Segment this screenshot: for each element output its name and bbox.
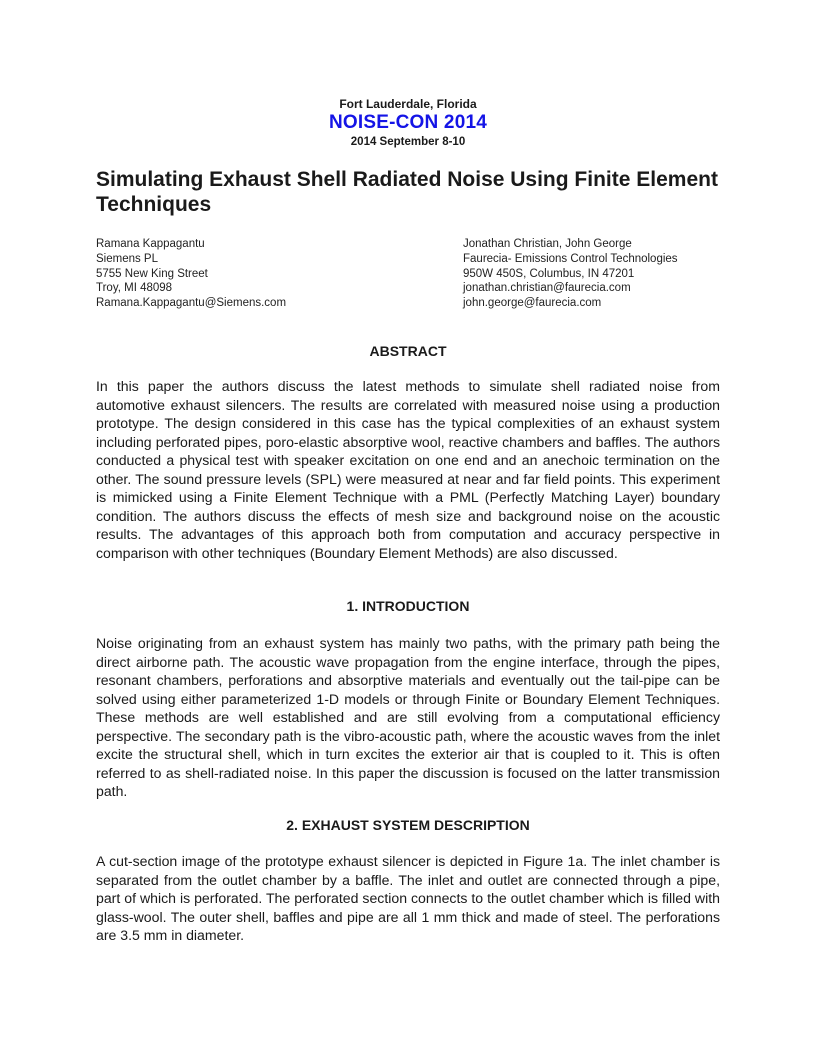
- paper-title: Simulating Exhaust Shell Radiated Noise Using Finite Element Techniques: [96, 168, 718, 216]
- author-organization: Siemens PL: [96, 252, 159, 265]
- system-description-text: A cut-section image of the prototype exhaust silencer is depicted in Figure 1a. The inlet chamber is separated from the outlet chamber by a baffle. The inlet and outlet are connected through a pipe, part of which is perforated. The perforated section connects to the outlet chamber which is filled with glass-wool. The outer shell, baffles and pipe are all 1 mm thick and made of steel. The perforations are 3.5 mm in diameter.: [96, 853, 720, 944]
- introduction-text: Noise originating from an exhaust system has mainly two paths, with the primary path being the direct airborne path. The acoustic wave propagation from the engine interface, through the pipes, resonant chambers, perforations and absorptive materials and eventually out the tail-pipe can be solved using either parameterized 1-D models or through Finite or Boundary Element Techniques. These methods are well established and are still evolving from a computational efficiency perspective. The secondary path is the vibro-acoustic path, where the acoustic waves from the inlet excite the structural shell, which in turn excites the exterior air that is coupled to it. This is often referred to as shell-radiated noise. In this paper the discussion is focused on the latter transmission path.: [96, 635, 720, 800]
- author-name: Ramana Kappagantu: [96, 238, 205, 250]
- abstract-heading: ABSTRACT: [369, 343, 447, 359]
- author-email: Ramana.Kappagantu@Siemens.com: [96, 297, 287, 310]
- system-description-heading: 2. EXHAUST SYSTEM DESCRIPTION: [286, 817, 530, 833]
- conference-location: Fort Lauderdale, Florida: [339, 97, 477, 111]
- author-address: 950W 450S, Columbus, IN 47201: [463, 267, 635, 280]
- author-organization: Faurecia- Emissions Control Technologies: [463, 252, 678, 265]
- author-address-line2: Troy, MI 48098: [96, 282, 173, 295]
- author-email: jonathan.christian@faurecia.com: [463, 282, 631, 295]
- conference-date: 2014 September 8-10: [350, 136, 466, 148]
- conference-name: NOISE-CON 2014: [328, 112, 488, 133]
- author-block-right: [463, 237, 678, 311]
- abstract-text: In this paper the authors discuss the latest methods to simulate shell radiated noise from automotive exhaust silencers. The results are correlated with measured noise using a production prototype. The design considered in this case has the typical complexities of an exhaust system including perforated pipes, poro-elastic absorptive wool, reactive chambers and baffles. The authors conducted a physical test with speaker excitation on one end and an anechoic termination on the other. The sound pressure levels (SPL) were measured at near and far field points. This experiment is mimicked using a Finite Element Technique with a PML (Perfectly Matching Layer) boundary condition. The authors discuss the effects of mesh size and background noise on the acoustic results. The advantages of this approach both from computation and accuracy perspective in comparison with other techniques (Boundary Element Methods) are also discussed.: [96, 378, 720, 561]
- author-address-line1: 5755 New King Street: [96, 267, 208, 280]
- author-email: john.george@faurecia.com: [463, 297, 602, 310]
- author-names: Jonathan Christian, John George: [463, 238, 632, 250]
- author-block-left: [96, 237, 286, 311]
- introduction-heading: 1. INTRODUCTION: [346, 598, 470, 614]
